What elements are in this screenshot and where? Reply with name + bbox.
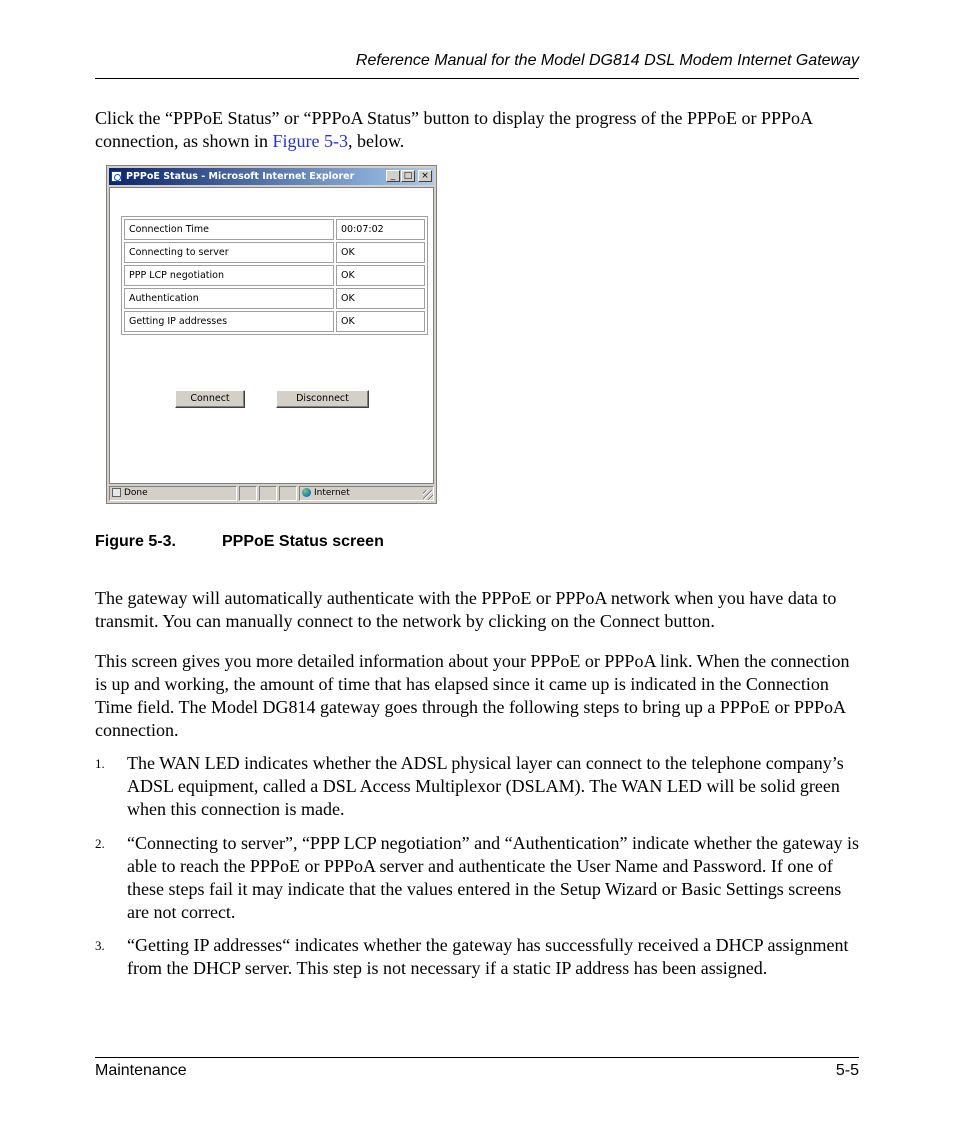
row-value: OK xyxy=(336,242,425,263)
window-content xyxy=(109,187,434,484)
table-row xyxy=(124,219,425,240)
list-item xyxy=(95,832,859,924)
browser-statusbar xyxy=(109,486,434,502)
ie-icon xyxy=(111,171,122,182)
figure-caption xyxy=(95,532,384,552)
internet-zone-icon xyxy=(302,488,311,497)
footer-page-number: 5-5 xyxy=(835,1062,859,1079)
list-item xyxy=(95,752,859,821)
footer-section: Maintenance xyxy=(95,1062,187,1079)
list-item-text: “Getting IP addresses“ indicates whether the gateway has successfully received a DHCP assignment from the DHCP server. This step is not necessary if a static IP address has been assigned. xyxy=(127,935,849,978)
row-value: 00:07:02 xyxy=(336,219,425,240)
status-pane xyxy=(259,486,277,501)
window-controls xyxy=(386,170,432,182)
figure-link[interactable]: Figure 5-3 xyxy=(272,131,348,151)
list-marker: 2. xyxy=(95,836,105,851)
manual-title: Reference Manual for the Model DG814 DSL Modem Internet Gateway xyxy=(355,52,859,69)
table-row xyxy=(124,311,425,332)
maximize-button[interactable]: □ xyxy=(401,170,415,182)
intro-paragraph xyxy=(95,107,859,153)
status-zone-text: Internet xyxy=(314,488,350,498)
status-pane xyxy=(279,486,297,501)
row-label: Getting IP addresses xyxy=(124,311,334,332)
resize-grip[interactable] xyxy=(423,490,433,500)
row-label: Authentication xyxy=(124,288,334,309)
window-title: PPPoE Status - Microsoft Internet Explorer xyxy=(126,171,355,182)
intro-text-end: , below. xyxy=(347,131,405,151)
list-item-text: “Connecting to server”, “PPP LCP negotiation” and “Authentication” indicate whether the gateway is able to reach the PPPoE or PPPoA server and authenticate the User Name and Password. If one of these steps fail it may indicate that the values entered in the Setup Wizard or Basic Settings screens are not correct. xyxy=(127,833,859,922)
row-label: Connecting to server xyxy=(124,242,334,263)
status-table xyxy=(121,216,428,335)
figure-caption-text: PPPoE Status screen xyxy=(222,533,384,550)
figure-number: Figure 5-3. xyxy=(95,533,176,550)
row-label: PPP LCP negotiation xyxy=(124,265,334,286)
status-done-text: Done xyxy=(124,488,148,498)
body-paragraph: The gateway will automatically authenticate with the PPPoE or PPPoA network when you have data to transmit. You can manually connect to the network by clicking on the Connect button. xyxy=(95,588,837,631)
status-pane xyxy=(239,486,257,501)
row-value: OK xyxy=(336,265,425,286)
table-row xyxy=(124,265,425,286)
list-marker: 1. xyxy=(95,756,105,771)
minimize-button[interactable]: _ xyxy=(386,170,400,182)
table-row xyxy=(124,288,425,309)
intro-text: Click the “PPPoE Status” or “PPPoA Status” button to display the progress of the PPPoE or PPPoA connection, as shown in xyxy=(95,108,813,151)
pppoe-status-window xyxy=(106,165,437,504)
status-zone-cell xyxy=(299,486,434,501)
running-header xyxy=(95,50,859,79)
running-footer xyxy=(95,1057,859,1080)
connect-button[interactable]: Connect xyxy=(175,390,245,408)
table-row xyxy=(124,242,425,263)
list-marker: 3. xyxy=(95,938,105,953)
status-done-cell xyxy=(109,486,237,501)
page-icon xyxy=(112,488,121,497)
row-value: OK xyxy=(336,288,425,309)
body-paragraph: This screen gives you more detailed information about your PPPoE or PPPoA link. When the connection is up and working, the amount of time that has elapsed since it came up is indicated in the Connection Time field. The Model DG814 gateway goes through the following steps to bring up a PPPoE or PPPoA connection. xyxy=(95,651,850,740)
disconnect-button[interactable]: Disconnect xyxy=(276,390,369,408)
row-label: Connection Time xyxy=(124,219,334,240)
list-item-text: The WAN LED indicates whether the ADSL physical layer can connect to the telephone company’s ADSL equipment, called a DSL Access Multiplexor (DSLAM). The WAN LED will be solid green when this connection is made. xyxy=(127,753,844,819)
window-titlebar xyxy=(109,168,434,185)
row-value: OK xyxy=(336,311,425,332)
close-button[interactable]: × xyxy=(418,170,432,182)
list-item xyxy=(95,934,859,980)
